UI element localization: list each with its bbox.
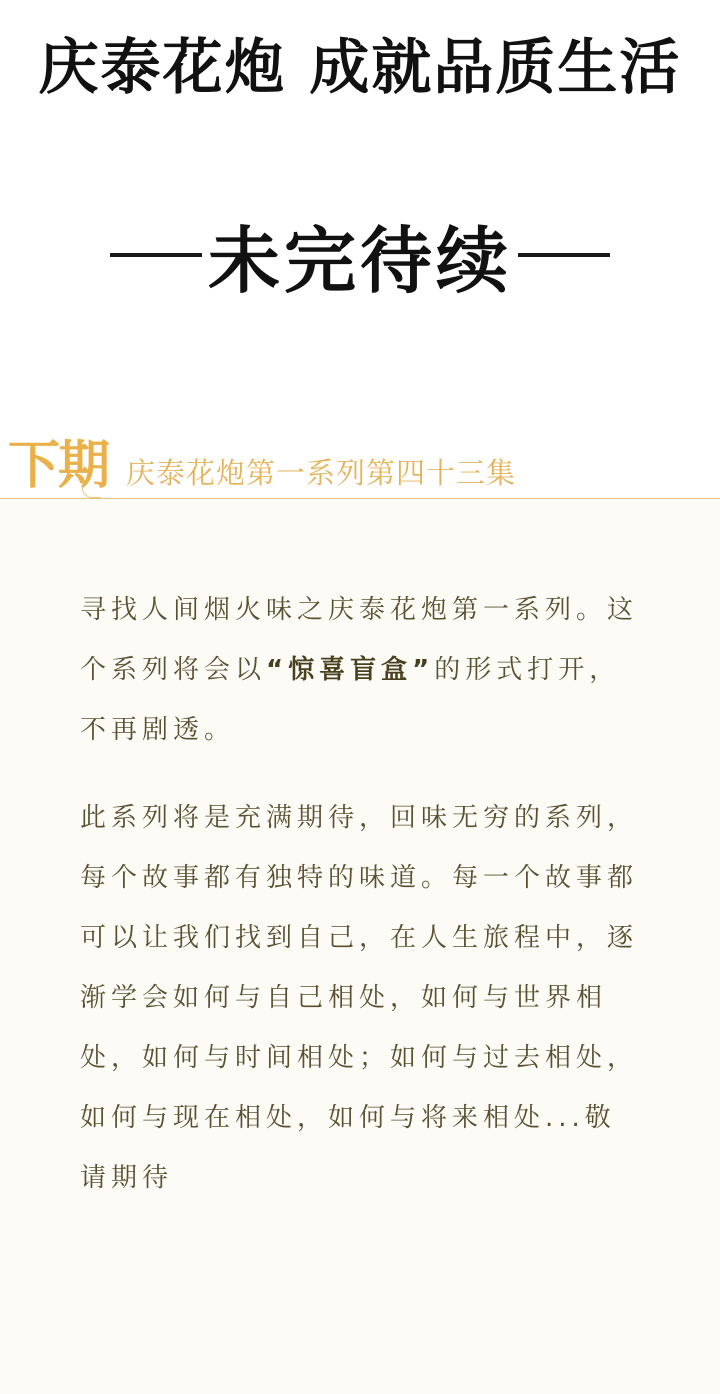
left-dash — [110, 253, 202, 257]
to-be-continued — [0, 210, 720, 303]
next-label: 下期 — [8, 436, 109, 496]
paragraph-intro-text-a: 寻找人间烟火味之庆泰花炮第一系列。这个系列将会以 — [80, 595, 639, 685]
paragraph-series: 此系列将是充满期待，回味无穷的系列，每个故事都有独特的味道。每一个故事都可以让我们找到自己，在人生旅程中，逐渐学会如何与自己相处，如何与世界相处，如何与时间相处；如何与过去相处，如何与现在相处，如何与将来相处...敬请期待 — [80, 803, 639, 1193]
next-subtitle: 庆泰花炮第一系列第四十三集 — [126, 456, 517, 490]
headline: 庆泰花炮 成就品质生活 — [38, 33, 682, 103]
paragraph-intro-text-b: 的形式打开，不再剧透。 — [80, 655, 621, 745]
paragraph-intro — [80, 580, 645, 760]
surprise-box-highlight: “惊喜盲盒” — [266, 655, 435, 685]
header-area — [0, 0, 720, 400]
next-episode-bar — [0, 415, 720, 505]
to-be-continued-text: 未完待续 — [207, 218, 512, 303]
right-dash — [518, 253, 610, 257]
